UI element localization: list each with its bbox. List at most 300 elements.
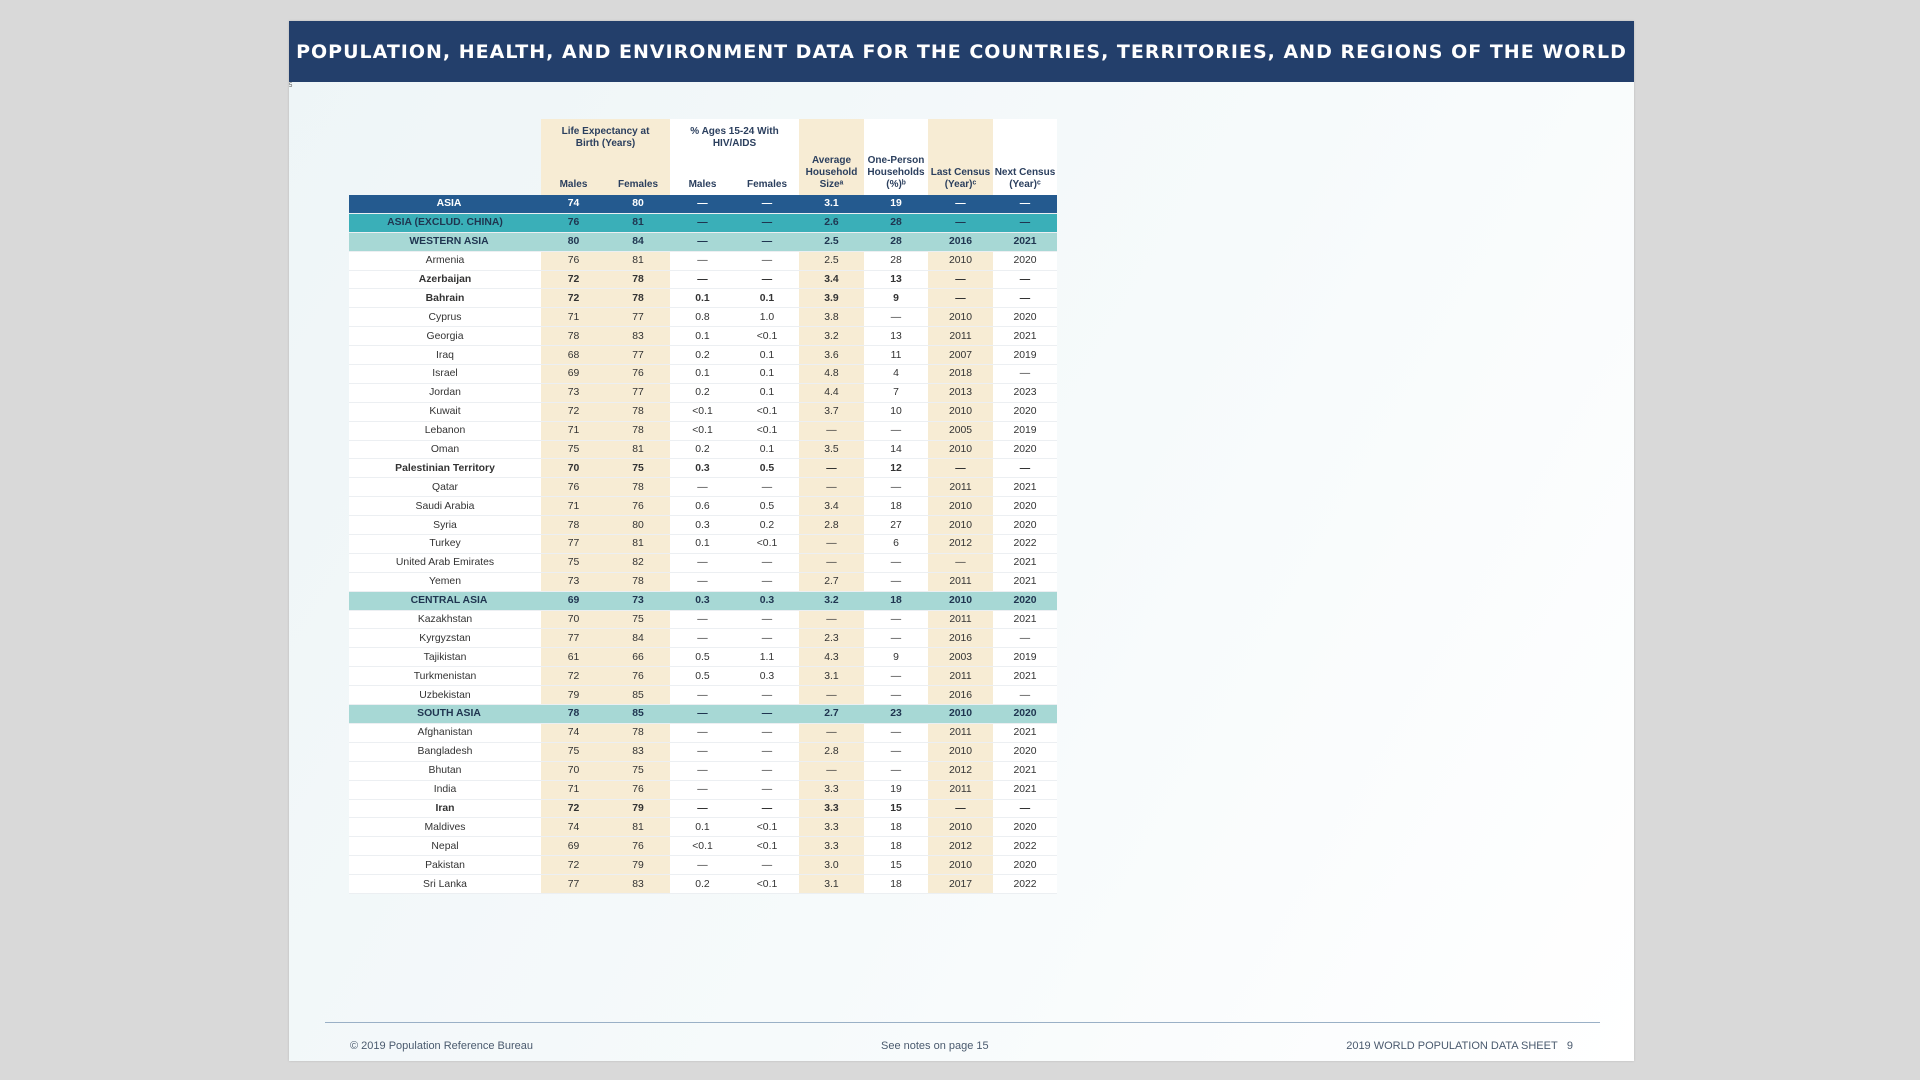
table-cell: — — [928, 799, 993, 818]
row-label: Turkmenistan — [349, 667, 541, 686]
table-cell: — — [864, 572, 928, 591]
table-cell: 81 — [606, 440, 670, 459]
table-row — [349, 365, 1057, 384]
table-cell: 72 — [541, 402, 606, 421]
row-label: Sri Lanka — [349, 875, 541, 894]
table-cell: 0.5 — [670, 667, 735, 686]
table-cell: 74 — [541, 195, 606, 213]
table-cell: — — [670, 553, 735, 572]
table-row — [349, 553, 1057, 572]
table-cell: 81 — [606, 818, 670, 837]
table-cell: 2007 — [928, 346, 993, 365]
table-cell: 71 — [541, 780, 606, 799]
table-cell: 73 — [541, 383, 606, 402]
table-cell: 2010 — [928, 856, 993, 875]
table-cell: 11 — [864, 346, 928, 365]
table-cell: 78 — [606, 478, 670, 497]
table-cell: 0.8 — [670, 308, 735, 327]
table-cell: 2003 — [928, 648, 993, 667]
table-cell: 4.3 — [799, 648, 864, 667]
table-cell: 0.2 — [670, 875, 735, 894]
table-cell: 2010 — [928, 251, 993, 270]
table-cell: 2020 — [993, 516, 1057, 535]
table-cell: 2021 — [993, 761, 1057, 780]
table-row — [349, 421, 1057, 440]
table-row — [349, 497, 1057, 516]
table-row — [349, 705, 1057, 724]
table-cell: 2016 — [928, 232, 993, 251]
table-cell: 2.3 — [799, 629, 864, 648]
table-cell: — — [928, 213, 993, 232]
table-cell: 2021 — [993, 723, 1057, 742]
table-cell: 79 — [606, 856, 670, 875]
row-label: Bahrain — [349, 289, 541, 308]
row-label: Qatar — [349, 478, 541, 497]
table-cell: — — [864, 629, 928, 648]
footer-notes: See notes on page 15 — [881, 1040, 989, 1052]
table-cell: — — [670, 742, 735, 761]
table-cell: 2.5 — [799, 251, 864, 270]
page-title: POPULATION, HEALTH, AND ENVIRONMENT DATA FOR THE COUNTRIES, TERRITORIES, AND REGIONS OF THE WORLD — [296, 40, 1627, 63]
table-cell: <0.1 — [670, 837, 735, 856]
row-label: Georgia — [349, 327, 541, 346]
table-cell: 0.6 — [670, 497, 735, 516]
table-cell: — — [928, 553, 993, 572]
document-page — [289, 21, 1634, 1061]
table-cell: 2010 — [928, 497, 993, 516]
table-cell: — — [735, 232, 799, 251]
table-cell: 79 — [606, 799, 670, 818]
table-cell: 2010 — [928, 742, 993, 761]
table-cell: 13 — [864, 327, 928, 346]
table-cell: 76 — [541, 213, 606, 232]
table-cell: 83 — [606, 327, 670, 346]
table-cell: — — [799, 553, 864, 572]
header-le-males: Males — [541, 157, 606, 195]
row-label: Bangladesh — [349, 742, 541, 761]
table-cell: 73 — [541, 572, 606, 591]
table-cell: — — [670, 232, 735, 251]
header-one-person: One-Person Households (%)ᵇ — [864, 119, 928, 195]
table-cell: — — [670, 799, 735, 818]
table-cell: 2011 — [928, 780, 993, 799]
table-cell: — — [799, 610, 864, 629]
table-cell: — — [864, 553, 928, 572]
table-cell: 3.8 — [799, 308, 864, 327]
table-row — [349, 837, 1057, 856]
table-cell: 72 — [541, 667, 606, 686]
table-cell: 76 — [606, 497, 670, 516]
table-cell: — — [864, 478, 928, 497]
table-row — [349, 572, 1057, 591]
table-cell: 2019 — [993, 648, 1057, 667]
table-cell: 3.2 — [799, 591, 864, 610]
table-cell: 82 — [606, 553, 670, 572]
table-cell: 3.1 — [799, 195, 864, 213]
table-cell: — — [735, 799, 799, 818]
table-cell: 0.2 — [670, 440, 735, 459]
table-cell: 3.3 — [799, 799, 864, 818]
table-cell: 2012 — [928, 761, 993, 780]
row-label: United Arab Emirates — [349, 553, 541, 572]
table-cell: 78 — [541, 327, 606, 346]
table-cell: — — [735, 686, 799, 705]
table-cell: 69 — [541, 591, 606, 610]
table-cell: 77 — [541, 875, 606, 894]
table-cell: — — [864, 667, 928, 686]
data-table-wrapper — [349, 119, 1057, 894]
row-label: Cyprus — [349, 308, 541, 327]
table-cell: 2.7 — [799, 705, 864, 724]
table-cell: 2016 — [928, 686, 993, 705]
table-cell: 2.8 — [799, 742, 864, 761]
row-label: Israel — [349, 365, 541, 384]
table-cell: 0.3 — [735, 667, 799, 686]
table-row — [349, 308, 1057, 327]
table-cell: — — [928, 289, 993, 308]
table-cell: 3.2 — [799, 327, 864, 346]
data-table — [349, 119, 1057, 894]
table-cell: — — [670, 629, 735, 648]
row-label: India — [349, 780, 541, 799]
table-cell: 2011 — [928, 572, 993, 591]
table-cell: — — [735, 705, 799, 724]
header-le-females: Females — [606, 157, 670, 195]
table-cell: 0.5 — [735, 497, 799, 516]
table-cell: — — [670, 572, 735, 591]
header-hiv-males: Males — [670, 157, 735, 195]
table-cell: — — [799, 761, 864, 780]
table-cell: 2011 — [928, 610, 993, 629]
table-cell: 85 — [606, 705, 670, 724]
table-body — [349, 195, 1057, 893]
table-cell: 2023 — [993, 383, 1057, 402]
table-row — [349, 213, 1057, 232]
table-cell: — — [993, 195, 1057, 213]
table-cell: 0.1 — [670, 327, 735, 346]
table-row — [349, 799, 1057, 818]
table-cell: 80 — [541, 232, 606, 251]
table-cell: 0.2 — [670, 346, 735, 365]
table-cell: 78 — [606, 723, 670, 742]
table-cell: 7 — [864, 383, 928, 402]
table-cell: 18 — [864, 818, 928, 837]
row-label: Kyrgyzstan — [349, 629, 541, 648]
table-cell: 3.0 — [799, 856, 864, 875]
table-cell: 0.3 — [670, 591, 735, 610]
table-cell: 23 — [864, 705, 928, 724]
table-row — [349, 516, 1057, 535]
table-row — [349, 780, 1057, 799]
row-label: Nepal — [349, 837, 541, 856]
header-last-census: Last Census (Year)ᶜ — [928, 119, 993, 195]
table-cell: — — [735, 742, 799, 761]
table-cell: <0.1 — [670, 421, 735, 440]
table-cell: — — [864, 723, 928, 742]
table-cell: 2021 — [993, 553, 1057, 572]
header-household-size: Average Household Sizeᵃ — [799, 119, 864, 195]
table-cell: 77 — [606, 308, 670, 327]
table-cell: <0.1 — [735, 327, 799, 346]
table-cell: 0.3 — [735, 591, 799, 610]
table-cell: <0.1 — [735, 402, 799, 421]
table-row — [349, 686, 1057, 705]
table-cell: 2022 — [993, 875, 1057, 894]
row-label: Jordan — [349, 383, 541, 402]
table-cell: 14 — [864, 440, 928, 459]
table-cell: 2021 — [993, 610, 1057, 629]
table-row — [349, 289, 1057, 308]
table-cell: 28 — [864, 213, 928, 232]
row-label: Afghanistan — [349, 723, 541, 742]
table-cell: 2005 — [928, 421, 993, 440]
table-cell: 2011 — [928, 478, 993, 497]
row-label: Armenia — [349, 251, 541, 270]
table-cell: — — [670, 270, 735, 289]
row-label: Kuwait — [349, 402, 541, 421]
table-cell: 2021 — [993, 478, 1057, 497]
table-cell: <0.1 — [735, 875, 799, 894]
table-cell: 2018 — [928, 365, 993, 384]
table-cell: 1.1 — [735, 648, 799, 667]
table-cell: — — [864, 761, 928, 780]
table-cell: 3.6 — [799, 346, 864, 365]
row-label: ASIA (EXCLUD. CHINA) — [349, 213, 541, 232]
table-cell: — — [993, 213, 1057, 232]
table-cell: 75 — [541, 440, 606, 459]
table-row — [349, 327, 1057, 346]
table-cell: 2010 — [928, 705, 993, 724]
table-row — [349, 610, 1057, 629]
table-row — [349, 346, 1057, 365]
table-cell: 2016 — [928, 629, 993, 648]
table-cell: 15 — [864, 799, 928, 818]
table-cell: 2010 — [928, 440, 993, 459]
table-cell: 0.1 — [670, 535, 735, 554]
table-cell: — — [735, 761, 799, 780]
table-cell: 2012 — [928, 535, 993, 554]
table-cell: 76 — [606, 837, 670, 856]
table-cell: 2013 — [928, 383, 993, 402]
table-cell: <0.1 — [735, 837, 799, 856]
table-cell: 72 — [541, 270, 606, 289]
table-cell: 72 — [541, 289, 606, 308]
table-row — [349, 270, 1057, 289]
table-cell: — — [670, 213, 735, 232]
table-cell: 70 — [541, 610, 606, 629]
table-cell: 2021 — [993, 232, 1057, 251]
table-cell: 19 — [864, 195, 928, 213]
table-cell: 2021 — [993, 667, 1057, 686]
table-cell: — — [735, 629, 799, 648]
table-cell: 2010 — [928, 402, 993, 421]
table-cell: 70 — [541, 459, 606, 478]
table-cell: 0.1 — [735, 365, 799, 384]
table-cell: 75 — [541, 742, 606, 761]
table-row — [349, 195, 1057, 213]
table-cell: 2020 — [993, 818, 1057, 837]
table-row — [349, 818, 1057, 837]
table-cell: — — [670, 251, 735, 270]
table-cell: 15 — [864, 856, 928, 875]
table-cell: — — [735, 251, 799, 270]
table-row — [349, 478, 1057, 497]
table-cell: 2020 — [993, 591, 1057, 610]
table-cell: 3.3 — [799, 837, 864, 856]
row-label: Tajikistan — [349, 648, 541, 667]
table-cell: — — [993, 686, 1057, 705]
table-cell: 2019 — [993, 346, 1057, 365]
table-row — [349, 402, 1057, 421]
table-cell: 28 — [864, 251, 928, 270]
table-cell: — — [928, 459, 993, 478]
table-cell: 71 — [541, 421, 606, 440]
table-cell: 3.9 — [799, 289, 864, 308]
table-cell: 1.0 — [735, 308, 799, 327]
table-cell: 81 — [606, 213, 670, 232]
table-cell: 2011 — [928, 723, 993, 742]
footer-copyright: © 2019 Population Reference Bureau — [350, 1040, 534, 1052]
table-cell: 2021 — [993, 780, 1057, 799]
table-cell: 2020 — [993, 497, 1057, 516]
table-cell: 0.1 — [670, 289, 735, 308]
table-header-row-top — [349, 119, 1057, 157]
table-cell: 69 — [541, 837, 606, 856]
table-cell: 2.6 — [799, 213, 864, 232]
header-life-expectancy: Life Expectancy at Birth (Years) — [541, 119, 670, 157]
table-cell: 71 — [541, 497, 606, 516]
row-label: Lebanon — [349, 421, 541, 440]
row-label: Palestinian Territory — [349, 459, 541, 478]
table-cell: 84 — [606, 232, 670, 251]
row-label: CENTRAL ASIA — [349, 591, 541, 610]
table-cell: — — [864, 686, 928, 705]
table-cell: — — [799, 535, 864, 554]
table-cell: 83 — [606, 742, 670, 761]
row-label: SOUTH ASIA — [349, 705, 541, 724]
table-cell: 78 — [606, 270, 670, 289]
table-cell: 70 — [541, 761, 606, 780]
table-cell: 2020 — [993, 251, 1057, 270]
table-cell: 19 — [864, 780, 928, 799]
table-cell: 0.1 — [670, 365, 735, 384]
table-cell: 3.4 — [799, 497, 864, 516]
header-blank — [349, 119, 541, 195]
table-cell: 2022 — [993, 535, 1057, 554]
table-cell: — — [993, 270, 1057, 289]
table-cell: 80 — [606, 195, 670, 213]
table-cell: 74 — [541, 723, 606, 742]
table-cell: — — [735, 478, 799, 497]
table-cell: 18 — [864, 837, 928, 856]
table-cell: 0.3 — [670, 459, 735, 478]
table-cell: 0.1 — [735, 440, 799, 459]
table-row — [349, 667, 1057, 686]
table-cell: 77 — [541, 629, 606, 648]
footer-sheet-title: 2019 WORLD POPULATION DATA SHEET — [1346, 1040, 1558, 1052]
table-cell: — — [864, 742, 928, 761]
table-cell: — — [735, 213, 799, 232]
table-cell: 2022 — [993, 837, 1057, 856]
table-cell: 0.1 — [735, 383, 799, 402]
row-label: Kazakhstan — [349, 610, 541, 629]
table-cell: 2020 — [993, 308, 1057, 327]
table-row — [349, 440, 1057, 459]
table-cell: 2.8 — [799, 516, 864, 535]
table-cell: — — [670, 780, 735, 799]
row-label: Oman — [349, 440, 541, 459]
table-cell: 0.2 — [670, 383, 735, 402]
row-label: Iraq — [349, 346, 541, 365]
table-cell: — — [993, 365, 1057, 384]
table-cell: — — [735, 553, 799, 572]
table-cell: 0.5 — [735, 459, 799, 478]
table-row — [349, 535, 1057, 554]
table-cell: — — [993, 459, 1057, 478]
table-cell: 75 — [606, 459, 670, 478]
header-next-census: Next Census (Year)ᶜ — [993, 119, 1057, 195]
table-cell: 4 — [864, 365, 928, 384]
table-cell: 0.2 — [735, 516, 799, 535]
table-cell: — — [735, 780, 799, 799]
table-cell: 3.4 — [799, 270, 864, 289]
table-cell: — — [993, 629, 1057, 648]
row-label: WESTERN ASIA — [349, 232, 541, 251]
table-cell: 28 — [864, 232, 928, 251]
table-cell: 78 — [606, 572, 670, 591]
table-cell: 2020 — [993, 705, 1057, 724]
table-cell: 3.7 — [799, 402, 864, 421]
table-cell: — — [993, 799, 1057, 818]
table-cell: 18 — [864, 591, 928, 610]
footer-sheet-info — [1346, 1040, 1573, 1052]
table-cell: 75 — [606, 761, 670, 780]
table-cell: 0.1 — [735, 346, 799, 365]
table-cell: 76 — [606, 667, 670, 686]
table-cell: 10 — [864, 402, 928, 421]
row-label: Uzbekistan — [349, 686, 541, 705]
table-cell: — — [735, 195, 799, 213]
table-cell: 3.3 — [799, 780, 864, 799]
table-cell: <0.1 — [670, 402, 735, 421]
table-cell: — — [864, 421, 928, 440]
table-cell: 85 — [606, 686, 670, 705]
table-cell: 3.1 — [799, 875, 864, 894]
table-row — [349, 251, 1057, 270]
table-cell: — — [799, 686, 864, 705]
table-cell: 2011 — [928, 667, 993, 686]
table-row — [349, 761, 1057, 780]
table-cell: — — [670, 478, 735, 497]
table-cell: — — [735, 723, 799, 742]
table-cell: 27 — [864, 516, 928, 535]
table-cell: — — [735, 856, 799, 875]
table-cell: 6 — [864, 535, 928, 554]
table-cell: 78 — [606, 289, 670, 308]
table-cell: 4.4 — [799, 383, 864, 402]
table-cell: — — [670, 705, 735, 724]
table-cell: 80 — [606, 516, 670, 535]
table-cell: 2021 — [993, 572, 1057, 591]
table-row — [349, 648, 1057, 667]
table-cell: — — [670, 686, 735, 705]
footer-page-number: 9 — [1566, 1040, 1573, 1052]
table-cell: 71 — [541, 308, 606, 327]
table-row — [349, 591, 1057, 610]
page-banner — [289, 21, 1634, 82]
table-cell: — — [928, 195, 993, 213]
table-cell: 2011 — [928, 327, 993, 346]
